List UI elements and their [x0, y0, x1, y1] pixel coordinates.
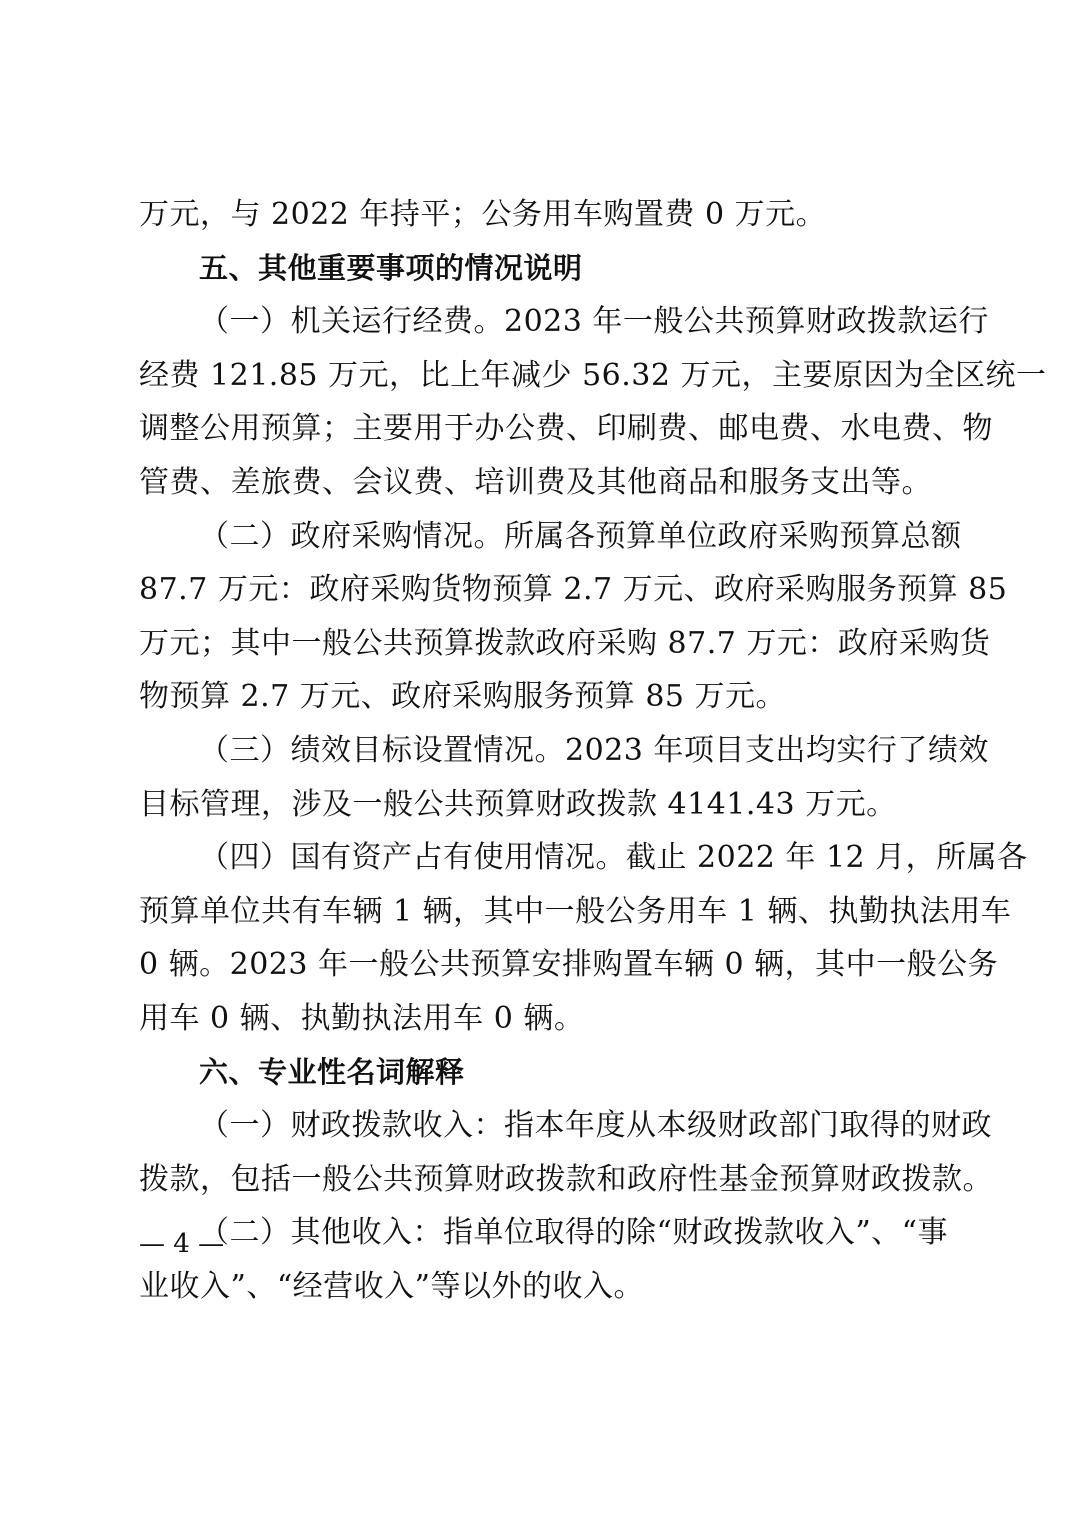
text-line: 万元；其中一般公共预算拨款政府采购 87.7 万元：政府采购货	[139, 625, 991, 661]
paragraph-operating-expenses-start: （一）机关运行经费。2023 年一般公共预算财政拨款运行	[199, 304, 989, 340]
paragraph-other-income-start: （二）其他收入：指单位取得的除“财政拨款收入”、“事	[199, 1215, 949, 1251]
page-number: — 4 —	[139, 1229, 225, 1259]
paragraph-state-assets-start: （四）国有资产占有使用情况。截止 2022 年 12 月，所属各	[199, 840, 1028, 876]
text-line: 用车 0 辆、执勤执法用车 0 辆。	[139, 1000, 585, 1036]
text-line: 经费 121.85 万元，比上年减少 56.32 万元，主要原因为全区统一	[139, 357, 1047, 393]
text-line: 物预算 2.7 万元、政府采购服务预算 85 万元。	[139, 679, 787, 715]
text-line: 业收入”、“经营收入”等以外的收入。	[139, 1268, 645, 1304]
text-line: 拨款，包括一般公共预算财政拨款和政府性基金预算财政拨款。	[139, 1161, 993, 1197]
text-line: 管费、差旅费、会议费、培训费及其他商品和服务支出等。	[139, 464, 932, 500]
section-heading-other-matters: 五、其他重要事项的情况说明	[199, 250, 583, 285]
text-line: 万元，与 2022 年持平；公务用车购置费 0 万元。	[139, 197, 827, 232]
text-line: 预算单位共有车辆 1 辆，其中一般公务用车 1 辆、执勤执法用车	[139, 893, 1012, 929]
text-line: 调整公用预算；主要用于办公费、印刷费、邮电费、水电费、物	[139, 411, 993, 447]
document-body	[139, 188, 1047, 1313]
paragraph-procurement-start: （二）政府采购情况。所属各预算单位政府采购预算总额	[199, 518, 962, 554]
text-line: 87.7 万元：政府采购货物预算 2.7 万元、政府采购服务预算 85	[139, 572, 1008, 608]
paragraph-performance-targets-start: （三）绩效目标设置情况。2023 年项目支出均实行了绩效	[199, 732, 989, 768]
paragraph-fiscal-appropriation-income-start: （一）财政拨款收入：指本年度从本级财政部门取得的财政	[199, 1108, 992, 1144]
text-line: 0 辆。2023 年一般公共预算安排购置车辆 0 辆，其中一般公务	[139, 947, 999, 983]
text-line: 目标管理，涉及一般公共预算财政拨款 4141.43 万元。	[139, 786, 897, 822]
section-heading-terminology: 六、专业性名词解释	[199, 1054, 465, 1089]
